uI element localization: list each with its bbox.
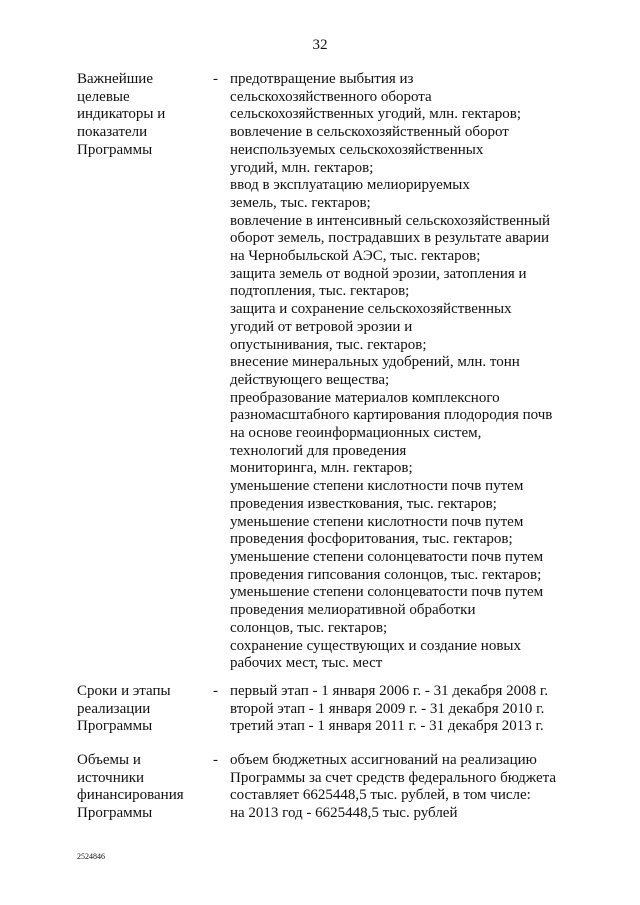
content-line: защита земель от водной эрозии, затопления и [230,265,527,282]
label-line: Объемы и [77,752,141,768]
section-label [77,683,202,736]
content-line: преобразование материалов комплексного [230,389,500,406]
label-line: реализации [77,700,151,717]
label-line: источники [77,769,145,786]
section-dash: - [213,683,218,699]
content-line: земель, тыс. гектаров; [230,194,371,211]
content-line: проведения гипсования солонцов, тыс. гектаров; [230,566,542,583]
content-line: технологий для проведения [230,442,407,459]
content-line: проведения фосфоритования, тыс. гектаров; [230,531,513,548]
section-content [230,752,570,823]
label-line: Сроки и этапы [77,683,171,699]
content-line: действующего вещества; [230,371,390,388]
section-dash: - [213,71,218,87]
content-line: солонцов, тыс. гектаров; [230,619,388,636]
content-line: на основе геоинформационных систем, [230,425,482,442]
label-line: целевые [77,88,130,105]
section-content [230,683,570,736]
label-line: финансирования [77,787,184,804]
content-line: проведения мелиоративной обработки [230,602,476,619]
content-line: составляет 6625448,5 тыс. рублей, в том числе: [230,787,531,804]
section-label [77,71,202,160]
content-line: уменьшение степени кислотности почв путем [230,513,524,530]
content-line: объем бюджетных ассигнований на реализацию [230,752,537,768]
section-label [77,752,202,823]
content-line: сельскохозяйственного оборота [230,88,432,105]
content-line: оборот земель, пострадавших в результате аварии [230,230,550,247]
content-line: сельскохозяйственных угодий, млн. гектаров; [230,106,522,123]
content-line: ввод в эксплуатацию мелиорируемых [230,177,470,194]
content-line: внесение минеральных удобрений, млн. тонн [230,354,520,371]
content-line: сохранение существующих и создание новых [230,637,521,654]
content-line: рабочих мест, тыс. мест [230,655,383,672]
label-line: индикаторы и [77,106,166,123]
content-line: разномасштабного картирования плодородия почв [230,407,553,424]
content-line: первый этап - 1 января 2006 г. - 31 декабря 2008 г. [230,683,549,699]
label-line: Программы [77,141,153,158]
content-line: Программы за счет средств федерального бюджета [230,769,557,786]
content-line: второй этап - 1 января 2009 г. - 31 декабря 2010 г. [230,700,545,717]
label-line: показатели [77,124,148,141]
content-line: уменьшение степени кислотности почв путем [230,478,524,495]
content-line: третий этап - 1 января 2011 г. - 31 декабря 2013 г. [230,718,544,735]
content-line: неиспользуемых сельскохозяйственных [230,141,484,158]
content-line: уменьшение степени солонцеватости почв путем [230,548,544,565]
content-line: подтопления, тыс. гектаров; [230,283,410,300]
content-line: защита и сохранение сельскохозяйственных [230,301,512,318]
content-line: на Чернобыльской АЭС, тыс. гектаров; [230,248,481,265]
content-line: вовлечение в сельскохозяйственный оборот [230,124,509,141]
content-line: опустынивания, тыс. гектаров; [230,336,427,353]
document-code: 2524846 [77,852,105,861]
content-line: предотвращение выбытия из [230,71,414,87]
content-line: вовлечение в интенсивный сельскохозяйственный [230,212,551,229]
content-line: угодий от ветровой эрозии и [230,318,413,335]
page-number: 32 [312,37,328,53]
content-line: уменьшение степени солонцеватости почв путем [230,584,544,601]
content-line: мониторинга, млн. гектаров; [230,460,413,477]
section-content [230,71,570,673]
label-line: Программы [77,718,153,735]
content-line: проведения известкования, тыс. гектаров; [230,495,497,512]
label-line: Программы [77,805,153,822]
label-line: Важнейшие [77,71,153,87]
section-dash: - [213,752,218,768]
content-line: угодий, млн. гектаров; [230,159,374,176]
content-line: на 2013 год - 6625448,5 тыс. рублей [230,805,458,822]
